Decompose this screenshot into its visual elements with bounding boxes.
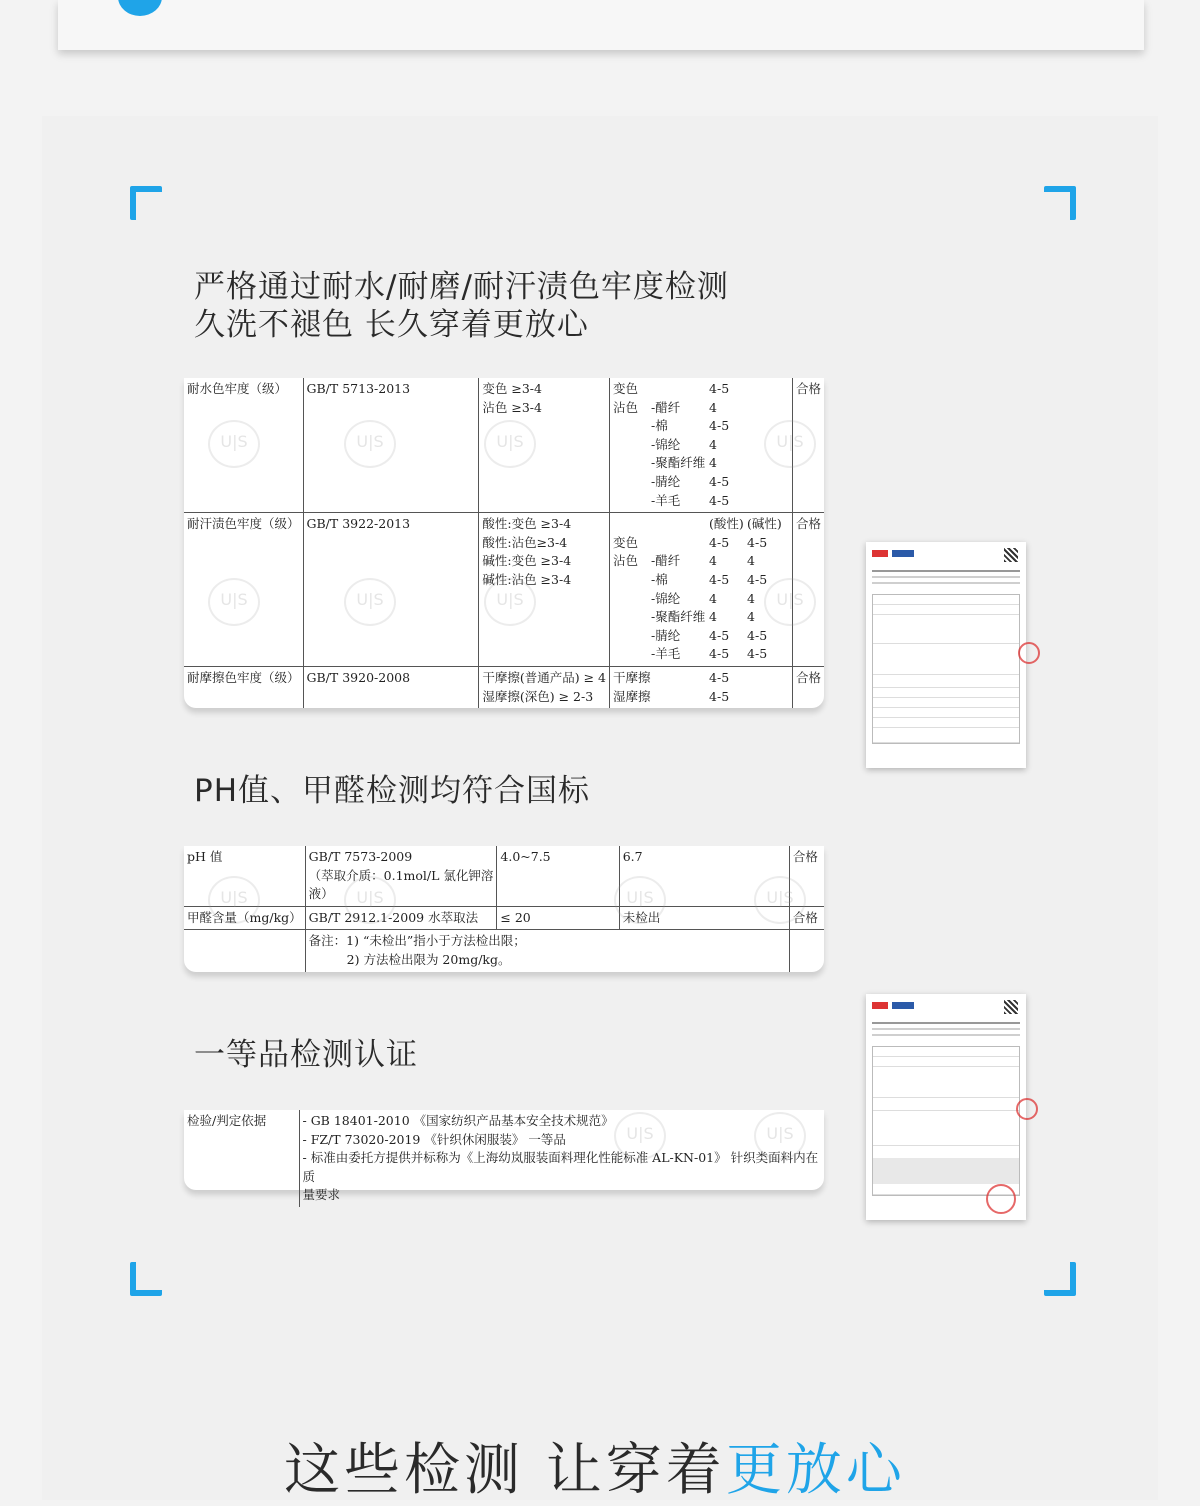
watermark-logo: U|S (344, 578, 396, 626)
result-value: 变色 (613, 381, 639, 396)
result-line (613, 590, 789, 609)
section1-heading (194, 268, 729, 344)
colorfastness-table (184, 378, 824, 708)
result-value (613, 627, 651, 646)
result-value (651, 380, 709, 399)
result-value: 变色 (613, 534, 639, 550)
result-value: 4-5 (709, 646, 730, 662)
requirement-line: 碱性:变色 ≥3-4 (482, 553, 572, 569)
grade-basis-line: - FZ/T 73020-2019 《针织休闲服装》 一等品 (302, 1131, 566, 1147)
result-value: (酸性) (709, 516, 744, 532)
test-item-cell: 耐摩擦色牢度（级） (187, 669, 300, 685)
corner-bracket-top-right (1044, 186, 1076, 220)
result-value: -聚酯纤维 (651, 455, 706, 471)
note-line: 2) 方法检出限为 20mg/kg。 (346, 951, 511, 967)
table-row (184, 513, 824, 667)
watermark-logo: U|S (208, 578, 260, 626)
requirement-cell (479, 513, 610, 667)
standard-cell (305, 846, 497, 906)
result-value (613, 608, 651, 627)
qr-code-icon (1004, 1000, 1018, 1014)
result-cell (610, 666, 793, 708)
requirement-line: 湿摩擦(深色) ≥ 2-3 (482, 688, 594, 704)
result-line (613, 645, 789, 664)
watermark-logo: U|S (754, 1112, 806, 1160)
result-line (613, 492, 789, 511)
note-cell (305, 930, 789, 973)
result-value: -腈纶 (651, 473, 681, 489)
section2-heading: PH值、甲醛检测均符合国标 (194, 773, 591, 809)
seal-stamp (1016, 1098, 1038, 1120)
result-line (613, 552, 789, 571)
table-row (184, 906, 824, 930)
result-value (747, 492, 787, 511)
note-line: 备注：1) “未检出”指小于方法检出限； (308, 933, 526, 949)
watermark-logo: U|S (208, 876, 260, 924)
result-value: -腈纶 (651, 627, 681, 643)
result-value: 4-5 (709, 473, 730, 489)
grade-basis-line: - GB 18401-2010 《国家纺织产品基本安全技术规范》 (302, 1113, 614, 1128)
section3-heading: 一等品检测认证 (194, 1037, 418, 1073)
section1-heading-line1: 严格通过耐水/耐磨/耐汗渍色牢度检测 (194, 269, 729, 305)
requirement-line: 碱性:沾色 ≥3-4 (482, 571, 572, 587)
result-value: -棉 (651, 571, 668, 587)
result-value: 4-5 (709, 669, 730, 685)
result-value: 4 (747, 609, 755, 625)
empty-cell (789, 930, 824, 973)
test-item-cell: pH 值 (184, 846, 305, 906)
result-value (651, 534, 709, 553)
result-cell (610, 513, 793, 667)
requirement-cell (479, 378, 610, 513)
result-value: 4 (709, 455, 717, 471)
grade-basis-line: 量要求 (302, 1187, 341, 1203)
corner-bracket-bottom-right (1044, 1262, 1076, 1296)
result-value (613, 515, 651, 534)
result-value: 湿摩擦 (613, 688, 651, 704)
watermark-logo: U|S (764, 578, 816, 626)
colorfastness-table-card (184, 378, 824, 708)
result-line (613, 380, 789, 399)
result-value: 4-5 (709, 534, 730, 550)
result-line (613, 608, 789, 627)
result-line (613, 515, 789, 534)
result-value (613, 454, 651, 473)
top-card (58, 0, 1144, 50)
table-row (184, 846, 824, 906)
standard-line: （萃取介质：0.1mol/L 氯化钾溶 (308, 867, 494, 883)
result-value: 4 (747, 590, 755, 606)
result-value (747, 669, 787, 688)
requirement-line: 沾色 ≥3-4 (482, 399, 542, 415)
corner-bracket-bottom-left (130, 1262, 162, 1296)
result-value (747, 436, 787, 455)
result-value: 干摩擦 (613, 669, 651, 685)
requirement-line: 干摩擦(普通产品) ≥ 4 (482, 669, 607, 685)
empty-cell (184, 930, 305, 973)
result-value: 4-5 (747, 571, 768, 587)
standard-line: GB/T 7573-2009 (308, 849, 413, 864)
verdict-cell: 合格 (792, 666, 824, 708)
result-value (613, 492, 651, 511)
result-value: 4-5 (709, 627, 730, 643)
result-value: 4-5 (709, 492, 730, 508)
standard-line: GB/T 2912.1-2009 水萃取法 (308, 909, 479, 925)
watermark-logo: U|S (208, 420, 260, 468)
result-value (613, 473, 651, 492)
bottom-title-plain: 这些检测 让穿着 (284, 1438, 726, 1503)
watermark-logo: U|S (484, 420, 536, 468)
result-value: 4 (709, 553, 717, 569)
result-value: 4 (709, 590, 717, 606)
result-value: 沾色 (613, 399, 639, 415)
result-value (651, 669, 709, 688)
result-cell: 6.7 (619, 846, 789, 906)
ph-formaldehyde-table-card (184, 846, 824, 972)
result-value (747, 473, 787, 492)
result-cell: 未检出 (619, 906, 789, 930)
result-line (613, 669, 789, 688)
verdict-cell: 合格 (789, 846, 824, 906)
result-line (613, 399, 789, 418)
result-value (747, 454, 787, 473)
result-value: 4-5 (709, 688, 730, 704)
result-value: -锦纶 (651, 590, 681, 606)
requirement-line: 酸性:变色 ≥3-4 (482, 516, 572, 532)
section1-heading-line2: 久洗不褪色 长久穿着更放心 (194, 307, 589, 343)
result-value (613, 436, 651, 455)
result-value (613, 645, 651, 664)
result-value (651, 688, 709, 707)
grade-basis-table-card (184, 1110, 824, 1203)
result-value (747, 688, 787, 707)
test-report-thumbnail[interactable] (866, 994, 1026, 1220)
result-value: -醋纤 (651, 553, 681, 569)
test-item-cell: 耐水色牢度（级） (184, 378, 303, 513)
watermark-logo: U|S (754, 876, 806, 924)
requirement-line: 变色 ≥3-4 (482, 381, 542, 396)
verdict-cell: 合格 (792, 378, 824, 513)
result-line (613, 688, 789, 707)
standard-cell: GB/T 3920-2008 (303, 666, 479, 708)
result-value (747, 399, 787, 418)
result-line (613, 534, 789, 553)
result-value: 4 (709, 436, 717, 452)
grade-basis-lines (299, 1110, 824, 1207)
verdict-cell: 合格 (789, 906, 824, 930)
seal-stamp (1018, 642, 1040, 664)
result-line (613, 473, 789, 492)
result-value: 4-5 (709, 418, 730, 434)
verdict-cell: 合格 (792, 513, 824, 667)
result-value: 沾色 (613, 553, 639, 569)
standard-line: 液） (308, 886, 334, 902)
result-value (613, 417, 651, 436)
watermark-logo: U|S (344, 420, 396, 468)
result-line (613, 436, 789, 455)
result-line (613, 417, 789, 436)
watermark-logo: U|S (764, 420, 816, 468)
result-value: -棉 (651, 418, 668, 434)
qr-code-icon (1004, 548, 1018, 562)
result-line (613, 571, 789, 590)
bottom-title-accent: 更放心 (725, 1438, 906, 1503)
result-value: 4 (709, 609, 717, 625)
grade-basis-label: 检验/判定依据 (187, 1113, 267, 1128)
result-value: -羊毛 (651, 646, 681, 662)
requirement-cell: 4.0~7.5 (497, 846, 619, 906)
result-value (747, 380, 787, 399)
result-value: -醋纤 (651, 399, 681, 415)
grade-basis-table (184, 1110, 824, 1207)
result-cell (610, 378, 793, 513)
test-item-cell: 耐汗渍色牢度（级） (184, 513, 303, 667)
result-value: 4-5 (709, 381, 730, 396)
standard-cell (305, 906, 497, 930)
watermark-logo: U|S (614, 1112, 666, 1160)
result-value: 4 (709, 399, 717, 415)
result-line (613, 454, 789, 473)
grade-basis-line: - 标准由委托方提供并标称为《上海幼岚服装面料理化性能标准 AL-KN-01》 针织类面料内在质 (302, 1150, 819, 1184)
watermark-logo: U|S (614, 876, 666, 924)
result-value (747, 417, 787, 436)
requirement-cell (479, 666, 610, 708)
ph-formaldehyde-table (184, 846, 824, 972)
watermark-logo: U|S (484, 578, 536, 626)
result-value: 4-5 (747, 646, 768, 662)
requirement-cell: ≤ 20 (497, 906, 619, 930)
result-value: -锦纶 (651, 436, 681, 452)
table-row (184, 666, 824, 708)
corner-bracket-top-left (130, 186, 162, 220)
standard-cell: GB/T 3922-2013 (303, 513, 479, 667)
result-value: (碱性) (747, 516, 782, 532)
test-item-cell: 甲醛含量（mg/kg） (184, 906, 305, 930)
result-value: 4-5 (709, 571, 730, 587)
result-value: 4-5 (747, 627, 768, 643)
watermark-logo: U|S (344, 876, 396, 924)
result-value (613, 571, 651, 590)
requirement-line: 酸性:沾色≥3-4 (482, 534, 568, 550)
test-report-thumbnail[interactable] (866, 542, 1026, 768)
seal-stamp (986, 1184, 1016, 1214)
result-line (613, 627, 789, 646)
result-value (651, 515, 709, 534)
result-value: -聚酯纤维 (651, 609, 706, 625)
result-value: 4 (747, 553, 755, 569)
table-row (184, 378, 824, 513)
bottom-title (284, 1436, 906, 1506)
note-row (184, 930, 824, 973)
standard-cell: GB/T 5713-2013 (303, 378, 479, 513)
result-value (613, 590, 651, 609)
result-value: -羊毛 (651, 492, 681, 508)
result-value: 4-5 (747, 534, 768, 550)
